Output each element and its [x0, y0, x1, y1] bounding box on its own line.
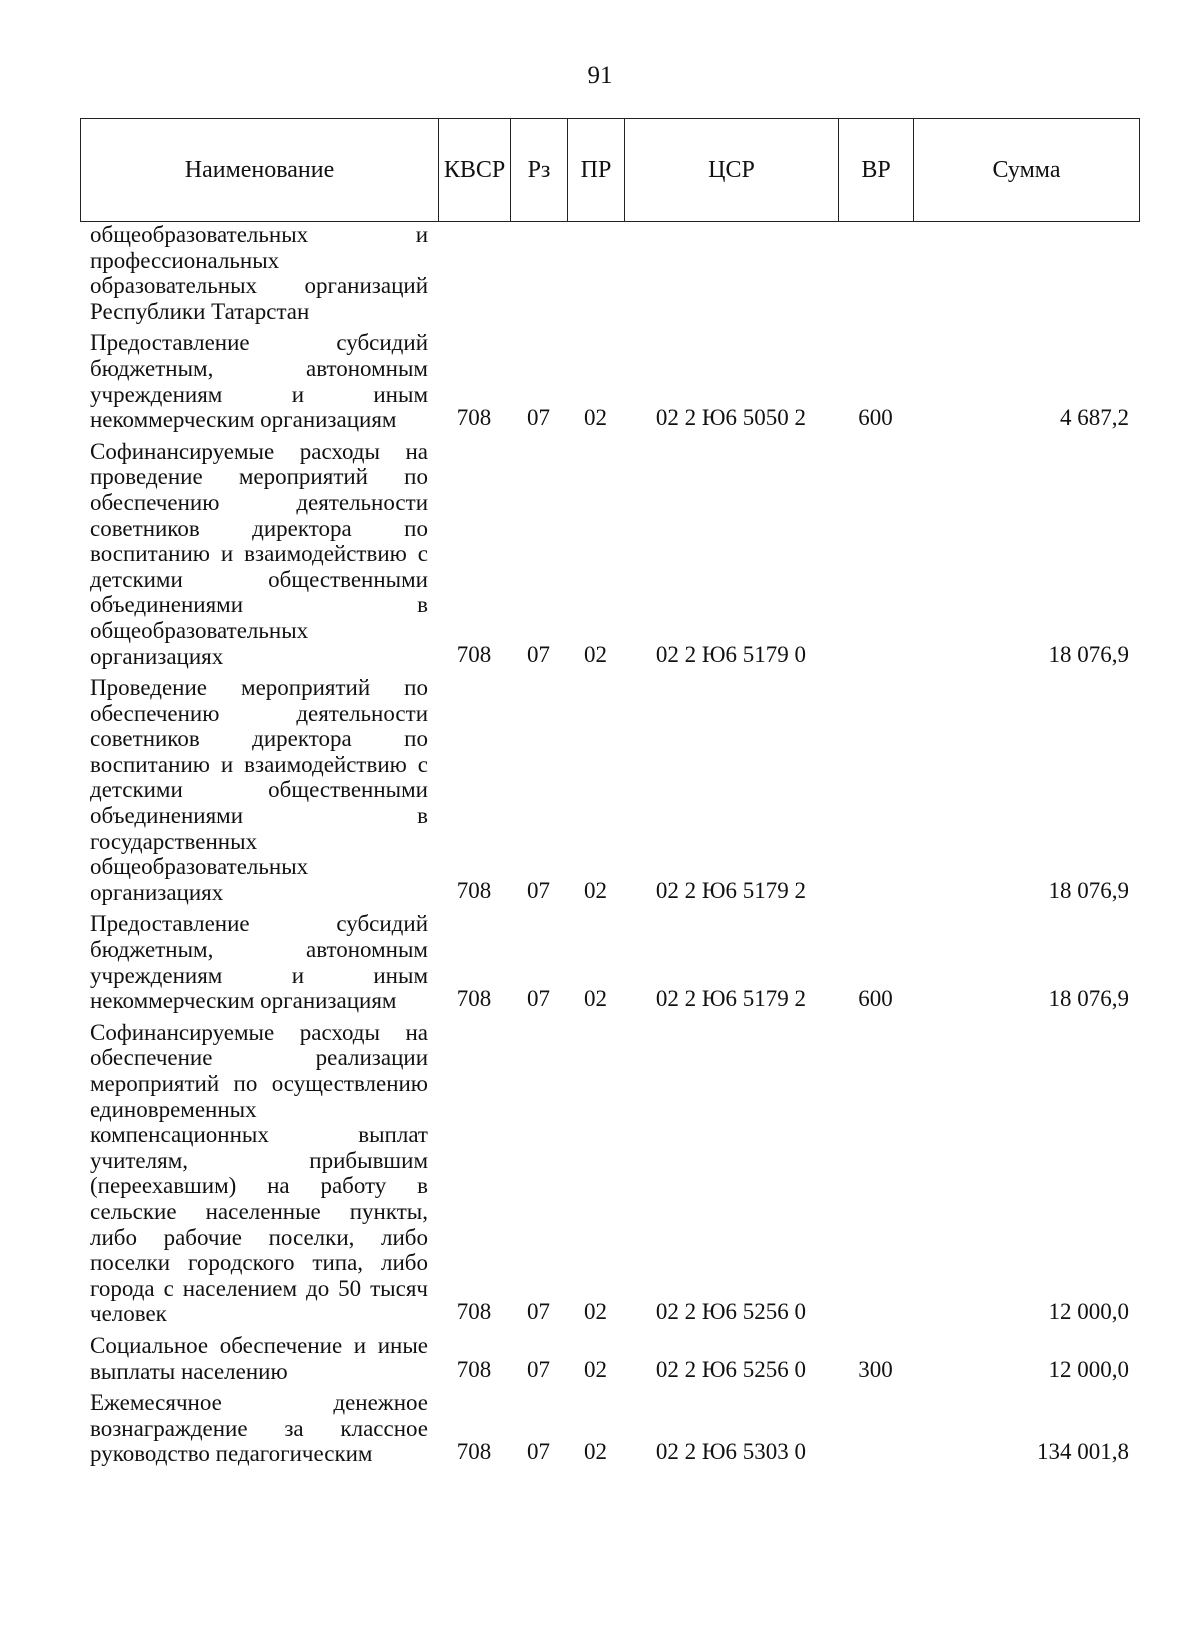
header-vr: ВР [839, 119, 914, 222]
header-pr: ПР [568, 119, 625, 222]
cell-kvsr: 708 [456, 1299, 492, 1325]
cell-csr: 02 2 Ю6 5179 2 [655, 877, 807, 903]
cell-rz: 07 [527, 877, 550, 903]
cell-sum: 12 000,0 [1048, 1356, 1129, 1382]
cell-vr: 600 [858, 986, 893, 1012]
header-sum: Сумма [914, 119, 1140, 222]
table-row [80, 671, 1139, 907]
cell-rz: 07 [527, 1439, 550, 1465]
cell-csr [624, 222, 838, 326]
table-row [80, 1016, 1139, 1329]
cell-name: Софинансируемые расходы на проведение мероприятий по обеспечению деятельности советников директора по воспитанию и взаимодействию с детскими общественными объединениями в общеобразовательных организациях [90, 438, 428, 669]
page-number: 91 [587, 62, 613, 89]
cell-csr: 02 2 Ю6 5303 0 [655, 1439, 807, 1465]
cell-vr [838, 1386, 913, 1469]
cell-pr: 02 [584, 986, 607, 1012]
cell-kvsr: 708 [456, 877, 492, 903]
table-row [80, 326, 1139, 434]
cell-sum: 134 001,8 [1037, 1439, 1129, 1465]
cell-name: Проведение мероприятий по обеспечению деятельности советников директора по воспитанию и взаимодействию с детскими общественными объединениями в государственных общеобразовательных организациях [90, 675, 428, 905]
cell-name: Предоставление субсидий бюджетным, автономным учреждениям и иным некоммерческим организациям [90, 330, 428, 433]
cell-name: Предоставление субсидий бюджетным, автономным учреждениям и иным некоммерческим организациям [90, 911, 428, 1014]
cell-vr: 600 [858, 405, 893, 431]
cell-pr [567, 222, 624, 326]
cell-kvsr [438, 222, 510, 326]
table-row [80, 1386, 1139, 1469]
cell-kvsr: 708 [456, 986, 492, 1012]
cell-kvsr: 708 [456, 641, 492, 667]
cell-rz: 07 [527, 986, 550, 1012]
header-kvsr: КВСР [439, 119, 511, 222]
cell-vr [838, 671, 913, 907]
cell-sum: 18 076,9 [1048, 641, 1129, 667]
header-csr: ЦСР [625, 119, 839, 222]
cell-csr: 02 2 Ю6 5179 0 [655, 641, 807, 667]
cell-vr [838, 222, 913, 326]
cell-sum [913, 222, 1139, 326]
cell-rz: 07 [527, 405, 550, 431]
table-body [80, 222, 1139, 1469]
table-row [80, 1329, 1139, 1386]
cell-vr: 300 [858, 1356, 893, 1382]
header-name: Наименование [81, 119, 439, 222]
cell-name: Социальное обеспечение и иные выплаты населению [90, 1332, 428, 1384]
cell-csr: 02 2 Ю6 5256 0 [655, 1356, 807, 1382]
cell-kvsr: 708 [456, 405, 492, 431]
cell-rz: 07 [527, 1299, 550, 1325]
cell-sum: 4 687,2 [1060, 405, 1129, 431]
table-row [80, 907, 1139, 1015]
cell-pr: 02 [584, 1439, 607, 1465]
cell-rz: 07 [527, 641, 550, 667]
cell-name: Софинансируемые расходы на обеспечение реализации мероприятий по осуществлению единовременных компенсационных выплат учителям, прибывшим (переехавшим) на работу в сельские населенные пункты, либо рабочие поселки, либо поселки городского типа, либо города с населением до 50 тысяч человек [90, 1019, 428, 1327]
cell-csr: 02 2 Ю6 5050 2 [655, 405, 807, 431]
cell-sum: 18 076,9 [1048, 986, 1129, 1012]
cell-csr: 02 2 Ю6 5179 2 [655, 986, 807, 1012]
cell-name: Ежемесячное денежное вознаграждение за классное руководство педагогическим [90, 1390, 428, 1467]
cell-vr [838, 1016, 913, 1329]
table-row [80, 435, 1139, 671]
budget-table [80, 222, 1139, 1469]
cell-pr: 02 [584, 877, 607, 903]
table-row [80, 222, 1139, 326]
cell-name: общеобразовательных и профессиональных образовательных организаций Республики Татарстан [90, 222, 428, 324]
cell-rz [510, 222, 567, 326]
cell-sum: 18 076,9 [1048, 877, 1129, 903]
cell-kvsr: 708 [456, 1439, 492, 1465]
table-header [80, 118, 1140, 222]
cell-rz: 07 [527, 1356, 550, 1382]
header-rz: Рз [511, 119, 568, 222]
cell-sum: 12 000,0 [1048, 1299, 1129, 1325]
cell-pr: 02 [584, 1299, 607, 1325]
cell-pr: 02 [584, 641, 607, 667]
cell-csr: 02 2 Ю6 5256 0 [655, 1299, 807, 1325]
cell-kvsr: 708 [456, 1356, 492, 1382]
cell-pr: 02 [584, 1356, 607, 1382]
cell-vr [838, 435, 913, 671]
cell-pr: 02 [584, 405, 607, 431]
